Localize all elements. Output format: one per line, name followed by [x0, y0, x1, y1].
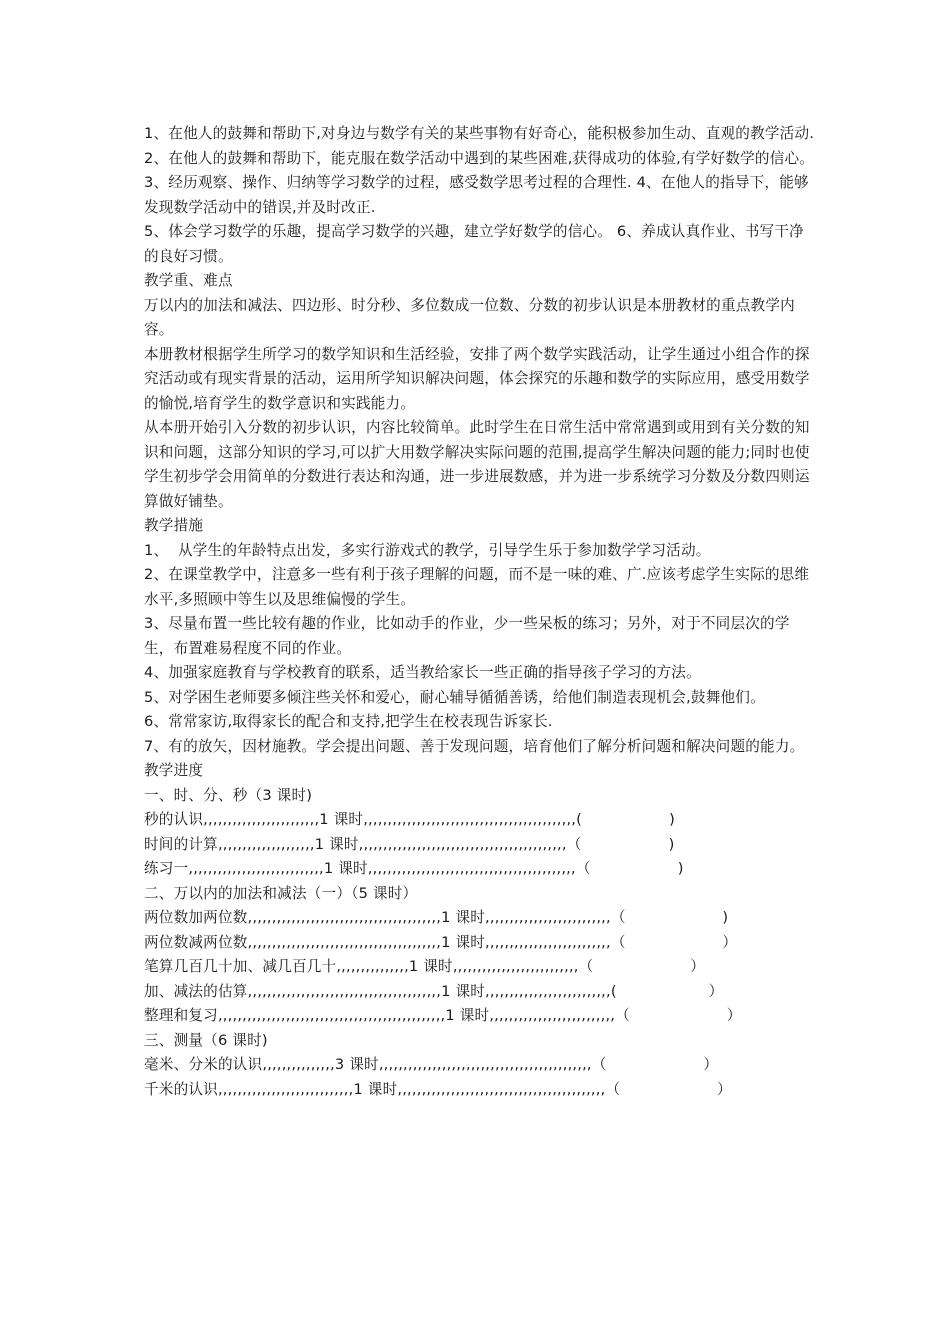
objective-paragraph: 5、体会学习数学的乐趣，提高学习数学的兴趣，建立学好数学的信心。 6、养成认真作业、书写干净的良好习惯。	[144, 223, 804, 265]
objective-paragraph: 1、在他人的鼓舞和帮助下,对身边与数学有关的某些事物有好奇心，能积极参加生动、直观的教学活动.	[144, 125, 815, 142]
section-heading: 教学措施	[144, 517, 204, 534]
unit-title: 三、测量（6 课时)	[144, 1031, 268, 1049]
lesson-line: 练习一,,,,,,,,,,,,,,,,,,,,,,,,,,,,1 课时,,,,,,,,,,,,,,,,,,,,,,,,,,,,,,,,,,,,,,,,,,,（ )	[144, 860, 684, 877]
lesson-line: 毫米、分米的认识,,,,,,,,,,,,,,,3 课时,,,,,,,,,,,,,,,,,,,,,,,,,,,,,,,,,,,,,,,,,,,,（ ）	[144, 1056, 719, 1073]
objective-paragraph: 2、在他人的鼓舞和帮助下，能克服在数学活动中遇到的某些困难,获得成功的体验,有学好数学的信心。	[144, 149, 815, 167]
lesson-line: 加、减法的估算,,,,,,,,,,,,,,,,,,,,,,,,,,,,,,,,,,,,,,,,1 课时,,,,,,,,,,,,,,,,,,,,,,,,,,( ）	[144, 982, 724, 1000]
measures-section	[144, 514, 816, 759]
body-paragraph: 本册教材根据学生所学习的数学知识和生活经验，安排了两个数学实践活动，让学生通过小组合作的探究活动或有现实背景的活动，运用所学知识解决问题，体会探究的乐趣和数学的实际应用，感受用数学的愉悦,培育学生的数学意识和实践能力。	[144, 345, 810, 412]
body-paragraph: 万以内的加法和减法、四边形、时分秒、多位数成一位数、分数的初步认识是本册教材的重点教学内容。	[144, 296, 795, 338]
schedule-section	[144, 759, 816, 1102]
key-points-section	[144, 269, 816, 514]
lesson-line: 两位数减两位数,,,,,,,,,,,,,,,,,,,,,,,,,,,,,,,,,,,,,,,,1 课时,,,,,,,,,,,,,,,,,,,,,,,,,,（ ）	[144, 933, 738, 951]
objective-paragraph: 3、经历观察、操作、归纳等学习数学的过程，感受数学思考过程的合理性. 4、在他人的指导下，能够发现数学活动中的错误,并及时改正.	[144, 174, 809, 216]
section-heading: 教学进度	[144, 762, 204, 779]
measure-item: 5、对学困生老师要多倾注些关怀和爱心，耐心辅导循循善诱，给他们制造表现机会,鼓舞他们。	[144, 688, 765, 706]
lesson-line: 时间的计算,,,,,,,,,,,,,,,,,,,,1 课时,,,,,,,,,,,,,,,,,,,,,,,,,,,,,,,,,,,,,,,,,,,（ )	[144, 835, 675, 853]
lesson-line: 整理和复习,,,,,,,,,,,,,,,,,,,,,,,,,,,,,,,,,,,,,,,,,,,,,,,1 课时,,,,,,,,,,,,,,,,,,,,,,,,,,（ ）	[144, 1007, 742, 1024]
measure-item: 6、常常家访,取得家长的配合和支持,把学生在校表现告诉家长.	[144, 713, 553, 730]
document-body	[144, 122, 816, 1102]
objectives-section	[144, 122, 816, 269]
section-heading: 教学重、难点	[144, 272, 233, 289]
measure-item: 7、有的放矢，因材施教。学会提出问题、善于发现问题，培育他们了解分析问题和解决问题的能力。	[144, 737, 805, 755]
measure-item: 2、在课堂教学中，注意多一些有利于孩子理解的问题，而不是一味的难、广.应该考虑学生实际的思维水平,多照顾中等生以及思维偏慢的学生。	[144, 566, 810, 608]
lesson-line: 秒的认识,,,,,,,,,,,,,,,,,,,,,,,,1 课时,,,,,,,,,,,,,,,,,,,,,,,,,,,,,,,,,,,,,,,,,,,,( )	[144, 811, 676, 828]
unit-title: 一、时、分、秒（3 课时)	[144, 786, 313, 804]
body-paragraph: 从本册开始引入分数的初步认识，内容比较简单。此时学生在日常生活中常常遇到或用到有关分数的知识和问题，这部分知识的学习,可以扩大用数学解决实际问题的范围,提高学生解决问题的能力;同时也使学生初步学会用简单的分数进行表达和沟通，进一步进展数感，并为进一步系统学习分数及分数四则运算做好铺垫。	[144, 419, 810, 510]
measure-item: 4、加强家庭教育与学校教育的联系，适当教给家长一些正确的指导孩子学习的方法。	[144, 664, 701, 681]
measure-item: 1、 从学生的年龄特点出发，多实行游戏式的教学，引导学生乐于参加数学学习活动。	[144, 541, 711, 559]
measure-item: 3、尽量布置一些比较有趣的作业，比如动手的作业，少一些呆板的练习；另外，对于不同层次的学生，布置难易程度不同的作业。	[144, 615, 790, 657]
lesson-line: 两位数加两位数,,,,,,,,,,,,,,,,,,,,,,,,,,,,,,,,,,,,,,,,1 课时,,,,,,,,,,,,,,,,,,,,,,,,,,（ )	[144, 909, 729, 926]
lesson-line: 千米的认识,,,,,,,,,,,,,,,,,,,,,,,,,,,,1 课时,,,,,,,,,,,,,,,,,,,,,,,,,,,,,,,,,,,,,,,,,,,（ ）	[144, 1080, 732, 1098]
lesson-line: 笔算几百几十加、减几百几十,,,,,,,,,,,,,,,1 课时,,,,,,,,,,,,,,,,,,,,,,,,,,（ ）	[144, 958, 705, 975]
unit-title: 二、万以内的加法和减法（一）（5 课时）	[144, 884, 418, 902]
